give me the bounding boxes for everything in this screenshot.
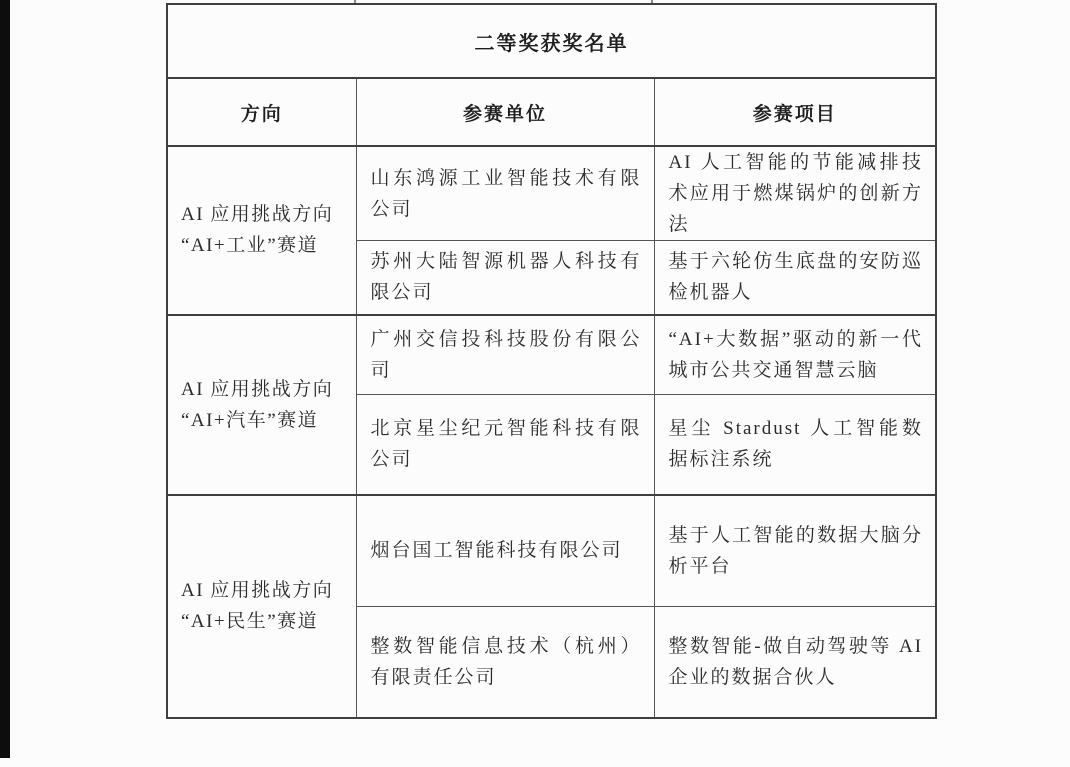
direction-cell: [167, 146, 356, 315]
project-cell: 整数智能-做自动驾驶等 AI 企业的数据合伙人: [654, 607, 936, 718]
project-cell: 基于六轮仿生底盘的安防巡检机器人: [654, 241, 936, 315]
column-header-unit: 参赛单位: [356, 78, 654, 146]
project-cell: 星尘 Stardust 人工智能数据标注系统: [654, 395, 936, 495]
project-cell: 基于人工智能的数据大脑分析平台: [654, 495, 936, 607]
project-cell: AI 人工智能的节能减排技术应用于燃煤锅炉的创新方法: [654, 146, 936, 241]
scan-edge-bar: [0, 0, 10, 758]
table-row: [167, 146, 936, 241]
direction-track-text: “AI+民生”赛道: [181, 611, 319, 632]
unit-cell: 烟台国工智能科技有限公司: [356, 495, 654, 607]
direction-cell: [167, 315, 356, 495]
unit-cell: 苏州大陆智源机器人科技有限公司: [356, 241, 654, 315]
table-row: [167, 315, 936, 395]
unit-cell: 整数智能信息技术（杭州）有限责任公司: [356, 607, 654, 718]
direction-cell: [167, 495, 356, 718]
project-cell: “AI+大数据”驱动的新一代城市公共交通智慧云脑: [654, 315, 936, 395]
table-row: [167, 495, 936, 607]
direction-text: AI 应用挑战方向: [181, 580, 334, 601]
column-header-direction: 方向: [167, 78, 356, 146]
direction-track-text: “AI+工业”赛道: [181, 235, 319, 257]
unit-cell: 山东鸿源工业智能技术有限公司: [356, 146, 654, 241]
direction-track-text: “AI+汽车”赛道: [181, 409, 319, 431]
direction-text: AI 应用挑战方向: [181, 378, 334, 400]
award-table: [166, 3, 937, 719]
unit-cell: 广州交信投科技股份有限公司: [356, 315, 654, 395]
unit-cell: 北京星尘纪元智能科技有限公司: [356, 395, 654, 495]
table-title: 二等奖获奖名单: [167, 4, 936, 78]
column-header-project: 参赛项目: [654, 78, 936, 146]
direction-text: AI 应用挑战方向: [181, 204, 334, 226]
